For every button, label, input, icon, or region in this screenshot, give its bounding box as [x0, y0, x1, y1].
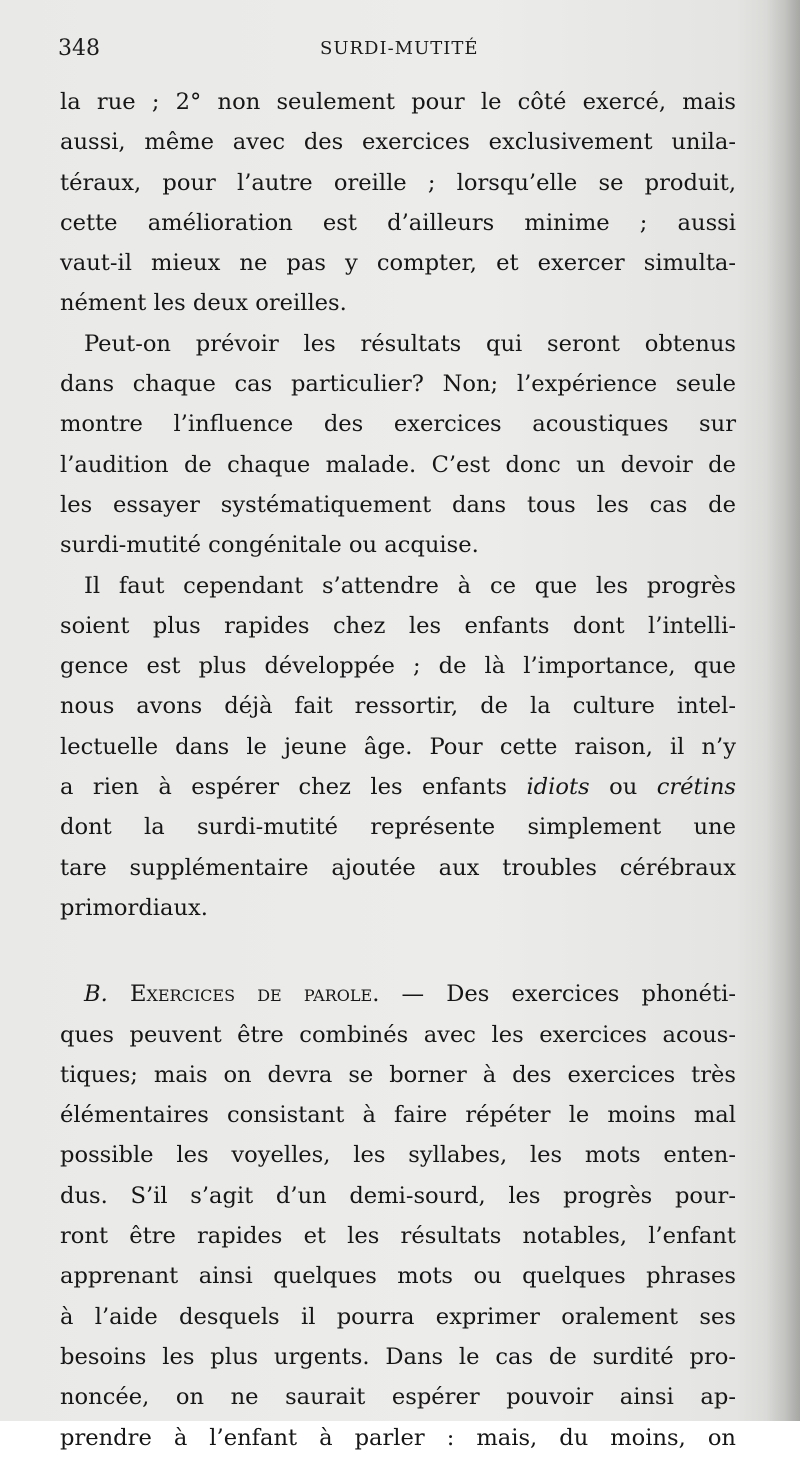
text-line: Peut-on prévoir les résultats qui seront obtenus — [84, 330, 736, 357]
page-gutter-shadow — [766, 0, 800, 1421]
section-label: B. — [84, 981, 108, 1008]
section-heading: Exercices de parole. — [129, 981, 380, 1008]
text-line: l’audition de chaque malade. C’est donc un devoir de — [60, 451, 736, 478]
text-line: noncée, on ne saurait espérer pouvoir ainsi ap- — [60, 1384, 736, 1411]
text-line: montre l’influence des exercices acoustiques sur — [60, 411, 736, 438]
running-title: SURDI-MUTITÉ — [320, 38, 479, 59]
text-line: ront être rapides et les résultats notables, l’enfant — [60, 1223, 736, 1250]
text-line: à l’aide desquels il pourra exprimer oralement ses — [60, 1303, 736, 1330]
text-line: dont la surdi-mutité représente simplement une — [60, 814, 736, 841]
body-text — [60, 82, 736, 1458]
text-line: Il faut cependant s’attendre à ce que les progrès — [84, 572, 736, 599]
text-line: gence est plus développée ; de là l’importance, que — [60, 653, 736, 680]
text-line: primordiaux. — [60, 894, 208, 921]
text-line: téraux, pour l’autre oreille ; lorsqu’elle se produit, — [60, 169, 736, 196]
page-number: 348 — [58, 36, 100, 61]
text-line: besoins les plus urgents. Dans le cas de surdité pro- — [60, 1343, 736, 1370]
text-fragment: ou — [589, 774, 657, 801]
text-line: tiques; mais on devra se borner à des exercices très — [60, 1061, 736, 1088]
italic-term: idiots — [526, 774, 590, 801]
text-line: prendre à l’enfant à parler : mais, du moins, on — [60, 1424, 736, 1451]
text-line: dus. S’il s’agit d’un demi-sourd, les progrès pour- — [60, 1182, 736, 1209]
italic-term: crétins — [656, 774, 736, 801]
text-line: cette amélioration est d’ailleurs minime ; aussi — [60, 209, 736, 236]
section-gap — [60, 928, 736, 974]
text-line: nous avons déjà fait ressortir, de la culture intel- — [60, 693, 736, 720]
text-line: apprenant ainsi quelques mots ou quelques phrases — [60, 1263, 736, 1290]
text-line: dans chaque cas particulier? Non; l’expérience seule — [60, 371, 736, 398]
text-line: vaut-il mieux ne pas y compter, et exercer simulta- — [60, 250, 736, 277]
text-line: la rue ; 2° non seulement pour le côté exercé, mais — [60, 89, 736, 115]
text-line: ques peuvent être combinés avec les exercices acous- — [60, 1021, 736, 1048]
text-line: soient plus rapides chez les enfants dont l’intelli- — [60, 612, 736, 639]
text-line: nément les deux oreilles. — [60, 290, 347, 317]
text-line: lectuelle dans le jeune âge. Pour cette raison, il n’y — [60, 733, 736, 760]
text-line: tare supplémentaire ajoutée aux troubles cérébraux — [60, 854, 736, 881]
text-line: les essayer systématiquement dans tous les cas de — [60, 491, 736, 518]
section-heading-line — [60, 974, 736, 1014]
text-line — [60, 767, 736, 807]
text-line: surdi-mutité congénitale ou acquise. — [60, 532, 479, 559]
text-line: élémentaires consistant à faire répéter le moins mal — [60, 1102, 736, 1129]
running-head — [58, 36, 763, 68]
text-line: aussi, même avec des exercices exclusivement unila- — [60, 129, 736, 156]
text-line: possible les voyelles, les syllabes, les mots enten- — [60, 1142, 736, 1169]
text-fragment: a rien à espérer chez les enfants — [60, 774, 527, 801]
text-fragment: — Des exercices phonéti- — [379, 981, 736, 1008]
